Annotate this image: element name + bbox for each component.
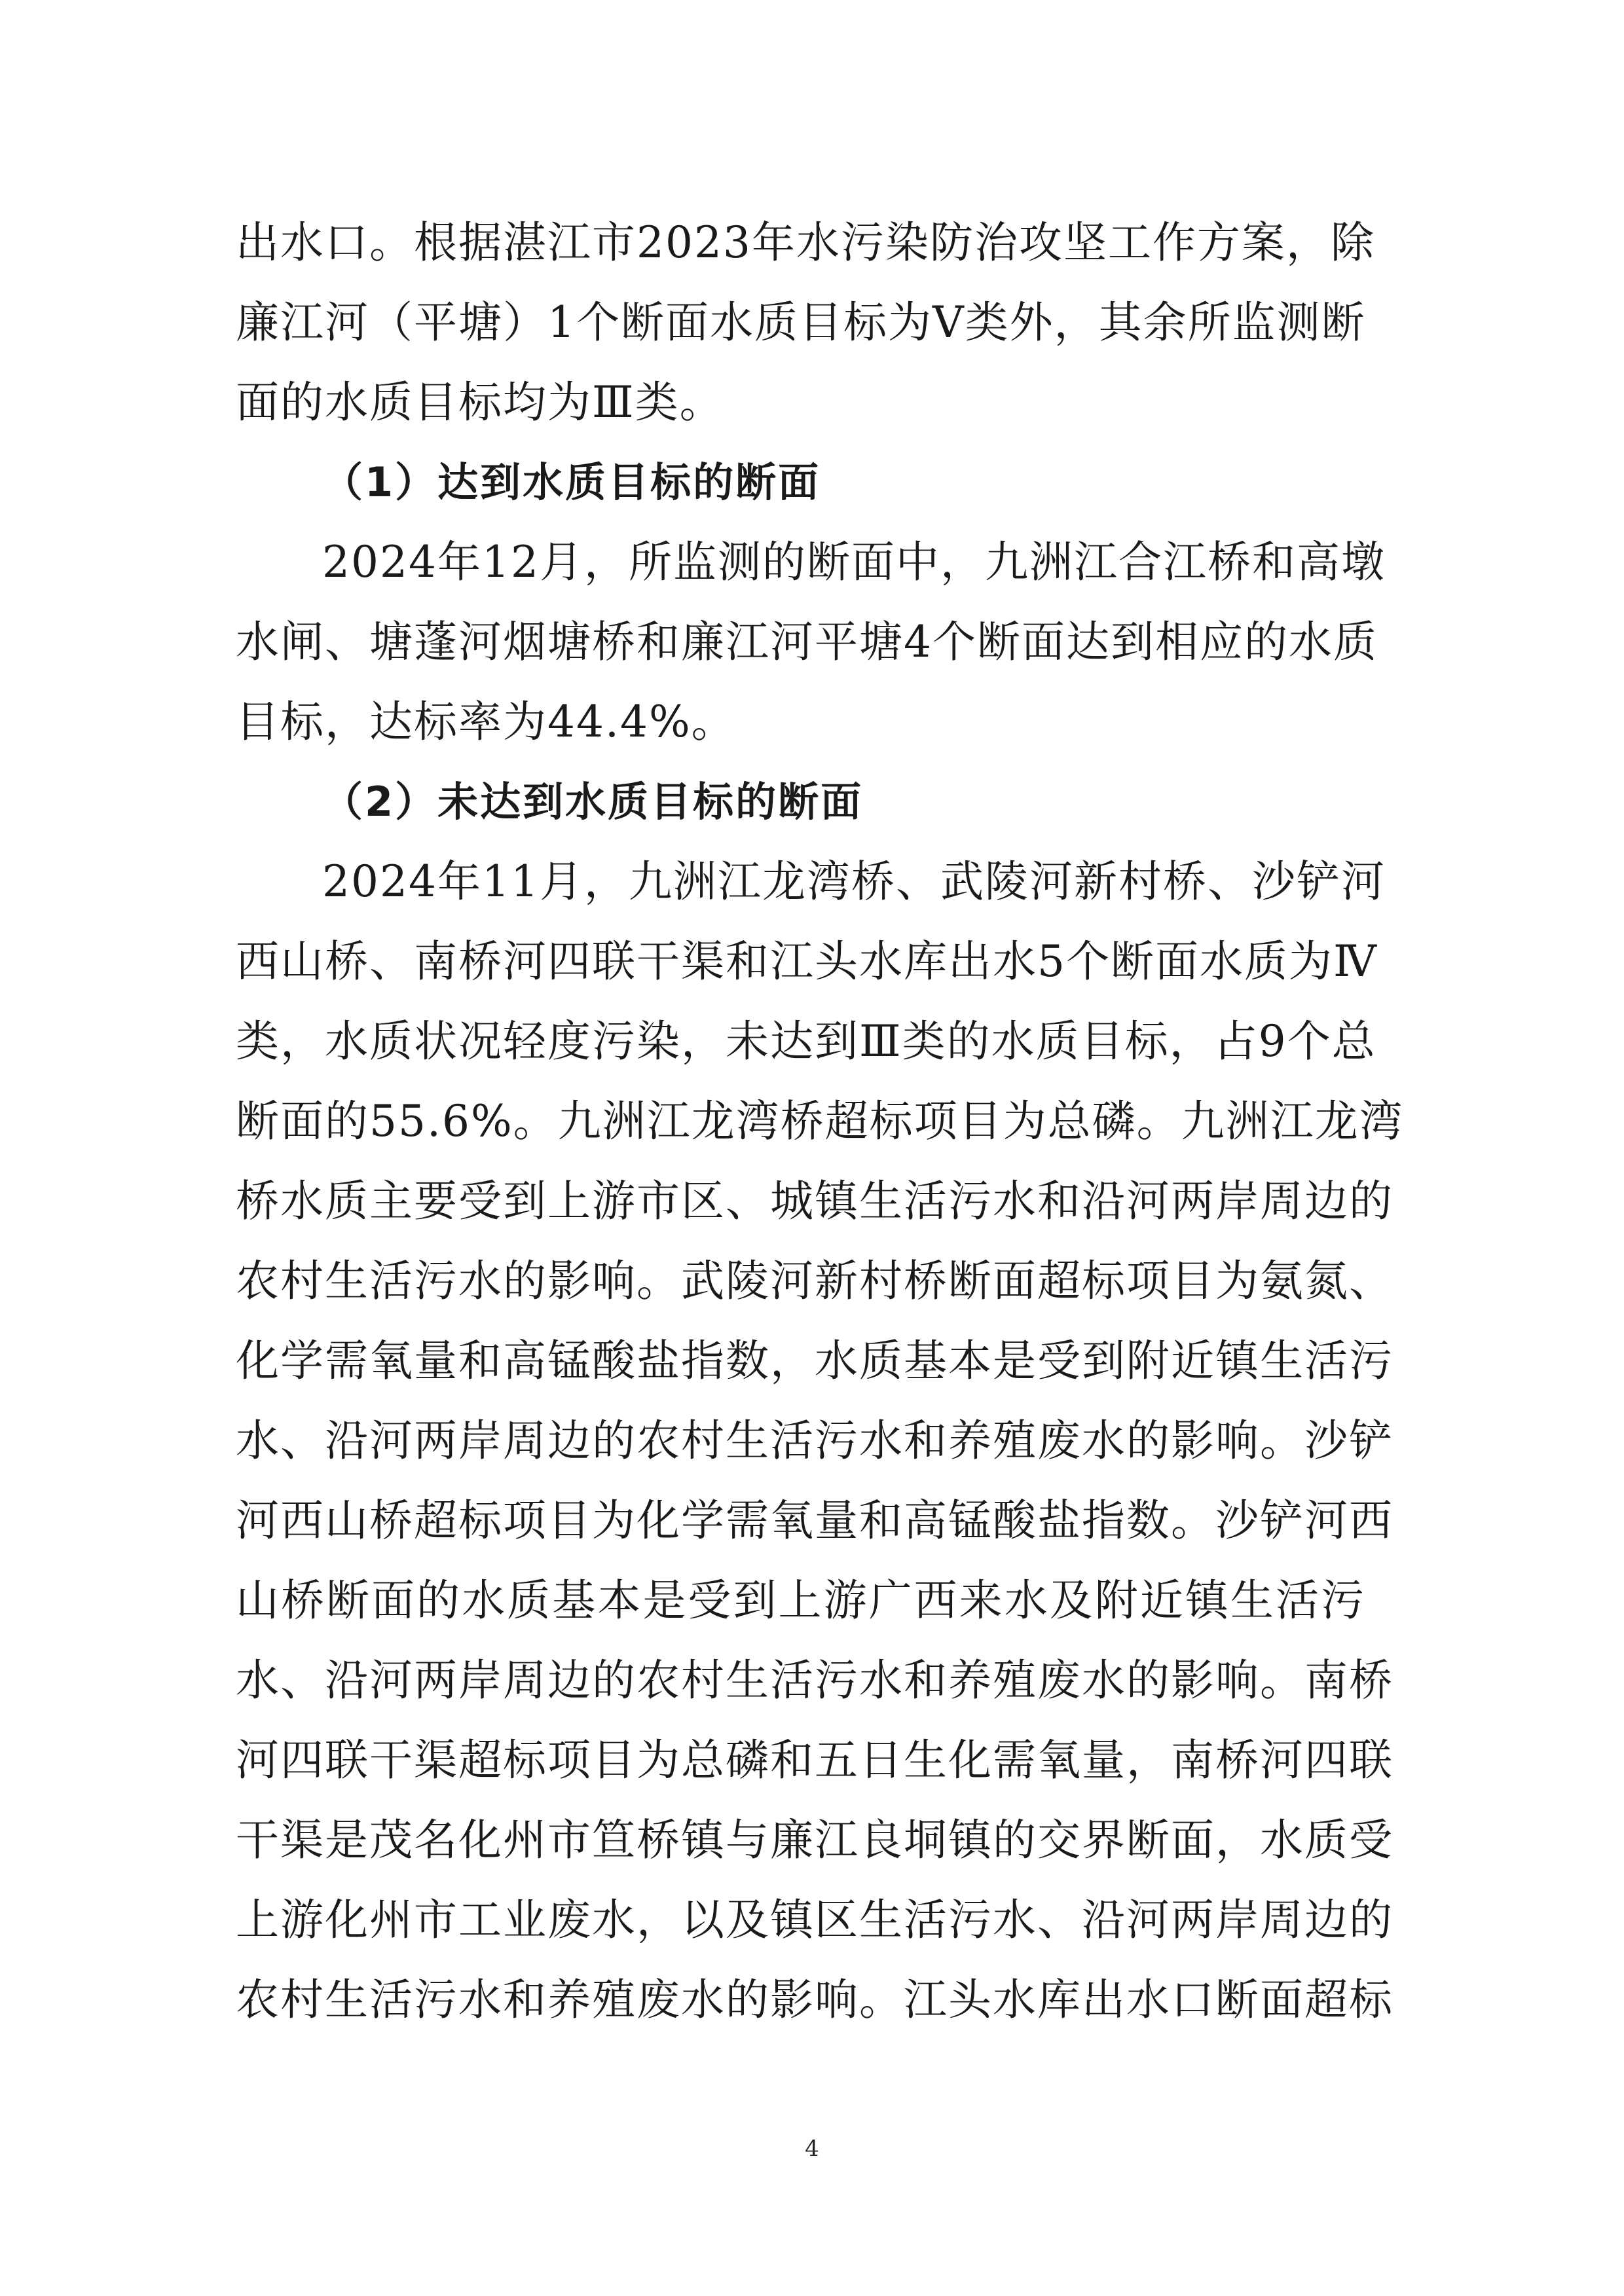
body-line-17: 河西山桥超标项目为化学需氧量和高锰酸盐指数。沙铲河西 bbox=[236, 1495, 1393, 1546]
body-line-16: 水、沿河两岸周边的农村生活污水和养殖废水的影响。沙铲 bbox=[236, 1415, 1393, 1466]
body-line-9: 2024年11月，九洲江龙湾桥、武陵河新村桥、沙铲河 bbox=[322, 856, 1386, 907]
body-line-2: 廉江河（平塘）1个断面水质目标为Ⅴ类外，其余所监测断 bbox=[236, 297, 1366, 348]
body-line-15: 化学需氧量和高锰酸盐指数，水质基本是受到附近镇生活污 bbox=[236, 1336, 1393, 1386]
body-line-18: 山桥断面的水质基本是受到上游广西来水及附近镇生活污 bbox=[236, 1575, 1365, 1626]
body-line-19: 水、沿河两岸周边的农村生活污水和养殖废水的影响。南桥 bbox=[236, 1655, 1393, 1705]
body-line-13: 桥水质主要受到上游市区、城镇生活污水和沿河两岸周边的 bbox=[236, 1176, 1393, 1226]
body-line-12: 断面的55.6%。九洲江龙湾桥超标项目为总磷。九洲江龙湾 bbox=[236, 1096, 1404, 1146]
body-line-14: 农村生活污水的影响。武陵河新村桥断面超标项目为氨氮、 bbox=[236, 1256, 1393, 1306]
body-line-21: 干渠是茂名化州市笪桥镇与廉江良垌镇的交界断面，水质受 bbox=[236, 1815, 1393, 1865]
body-line-10: 西山桥、南桥河四联干渠和江头水库出水5个断面水质为Ⅳ bbox=[236, 936, 1378, 987]
document-body bbox=[236, 203, 1404, 2040]
body-line-6: 水闸、塘蓬河烟塘桥和廉江河平塘4个断面达到相应的水质 bbox=[236, 617, 1378, 667]
body-line-3: 面的水质目标均为Ⅲ类。 bbox=[236, 377, 724, 428]
body-line-23: 农村生活污水和养殖废水的影响。江头水库出水口断面超标 bbox=[236, 1975, 1393, 2025]
section-heading-1: （1）达到水质目标的断面 bbox=[322, 458, 821, 506]
page-number: 4 bbox=[805, 2136, 819, 2162]
body-line-1: 出水口。根据湛江市2023年水污染防治攻坚工作方案，除 bbox=[236, 217, 1375, 268]
body-line-22: 上游化州市工业废水，以及镇区生活污水、沿河两岸周边的 bbox=[236, 1895, 1393, 1945]
body-line-5: 2024年12月，所监测的断面中，九洲江合江桥和高墩 bbox=[322, 537, 1386, 587]
section-heading-2: （2）未达到水质目标的断面 bbox=[322, 778, 864, 826]
body-line-7: 目标，达标率为44.4%。 bbox=[236, 697, 736, 747]
body-line-20: 河四联干渠超标项目为总磷和五日生化需氧量，南桥河四联 bbox=[236, 1735, 1393, 1785]
body-line-11: 类，水质状况轻度污染，未达到Ⅲ类的水质目标，占9个总 bbox=[236, 1016, 1376, 1066]
